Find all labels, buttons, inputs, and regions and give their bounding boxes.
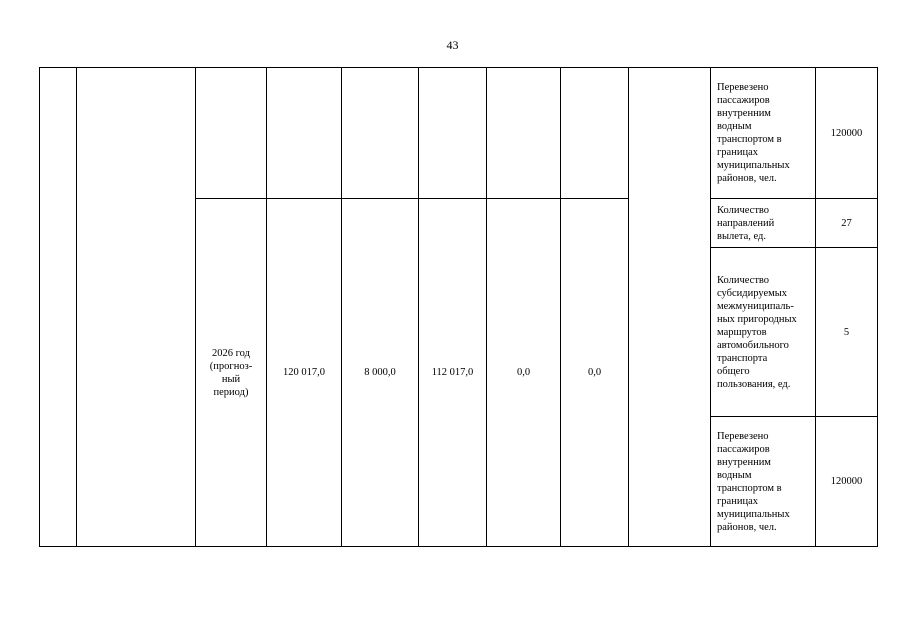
text-line: Перевезено	[717, 430, 769, 442]
text-line: пассажиров	[717, 443, 770, 455]
amount-cell: 0,0	[561, 199, 629, 547]
text-line: маршрутов	[717, 326, 767, 338]
amount-cell: 0,0	[487, 199, 561, 547]
text-line: внутренним	[717, 108, 771, 119]
text-line: границах	[717, 495, 758, 507]
text-line: пользования, ед.	[717, 378, 791, 390]
empty-cell	[419, 68, 487, 199]
empty-cell	[629, 68, 711, 547]
page-number: 43	[446, 38, 459, 52]
text-line: Количество	[717, 204, 770, 216]
indicator-value: 5	[816, 248, 878, 417]
text-line: районов, чел.	[717, 521, 777, 533]
text-line: автомобильного	[717, 339, 789, 351]
text-line: общего	[717, 365, 750, 377]
text-line: внутренним	[717, 456, 771, 468]
text-line: Перевезено	[717, 82, 769, 93]
budget-indicator-table	[39, 67, 878, 547]
text-line: водным	[717, 121, 752, 132]
text-line: транспорта	[717, 352, 768, 364]
indicator-value: 27	[816, 199, 878, 248]
empty-cell	[487, 68, 561, 199]
text-line: границах	[717, 147, 758, 158]
empty-cell	[267, 68, 342, 199]
text-line: Количество	[717, 274, 770, 286]
text-line: субсидируемых	[717, 287, 788, 299]
indicator-value: 120000	[816, 417, 878, 547]
text-line: транспортом в	[717, 482, 782, 494]
empty-cell	[77, 68, 196, 547]
indicator-name	[711, 68, 816, 199]
text-line: направлений	[717, 217, 775, 229]
text-line: пассажиров	[717, 95, 770, 106]
text-line: (прогноз-	[209, 360, 253, 372]
text-line: ный	[221, 373, 241, 385]
text-line: районов, чел.	[717, 173, 777, 184]
empty-cell	[561, 68, 629, 199]
text-line: водным	[717, 469, 752, 481]
indicator-name	[711, 417, 816, 547]
empty-cell	[196, 68, 267, 199]
year-label	[196, 199, 267, 547]
text-line: вылета, ед.	[717, 230, 767, 242]
amount-cell: 112 017,0	[419, 199, 487, 547]
indicator-name	[711, 199, 816, 248]
text-line: ных пригородных	[717, 313, 797, 325]
indicator-name	[711, 248, 816, 417]
text-line: межмуниципаль-	[717, 300, 794, 312]
amount-total: 120 017,0	[267, 199, 342, 547]
table-row	[40, 68, 878, 199]
text-line: муниципальных	[717, 160, 790, 171]
text-line: период)	[213, 386, 249, 398]
text-line: транспортом в	[717, 134, 782, 145]
empty-cell	[342, 68, 419, 199]
amount-cell: 8 000,0	[342, 199, 419, 547]
empty-cell	[40, 68, 77, 547]
text-line: 2026 год	[212, 347, 250, 359]
indicator-value: 120000	[816, 68, 878, 199]
text-line: муниципальных	[717, 508, 790, 520]
